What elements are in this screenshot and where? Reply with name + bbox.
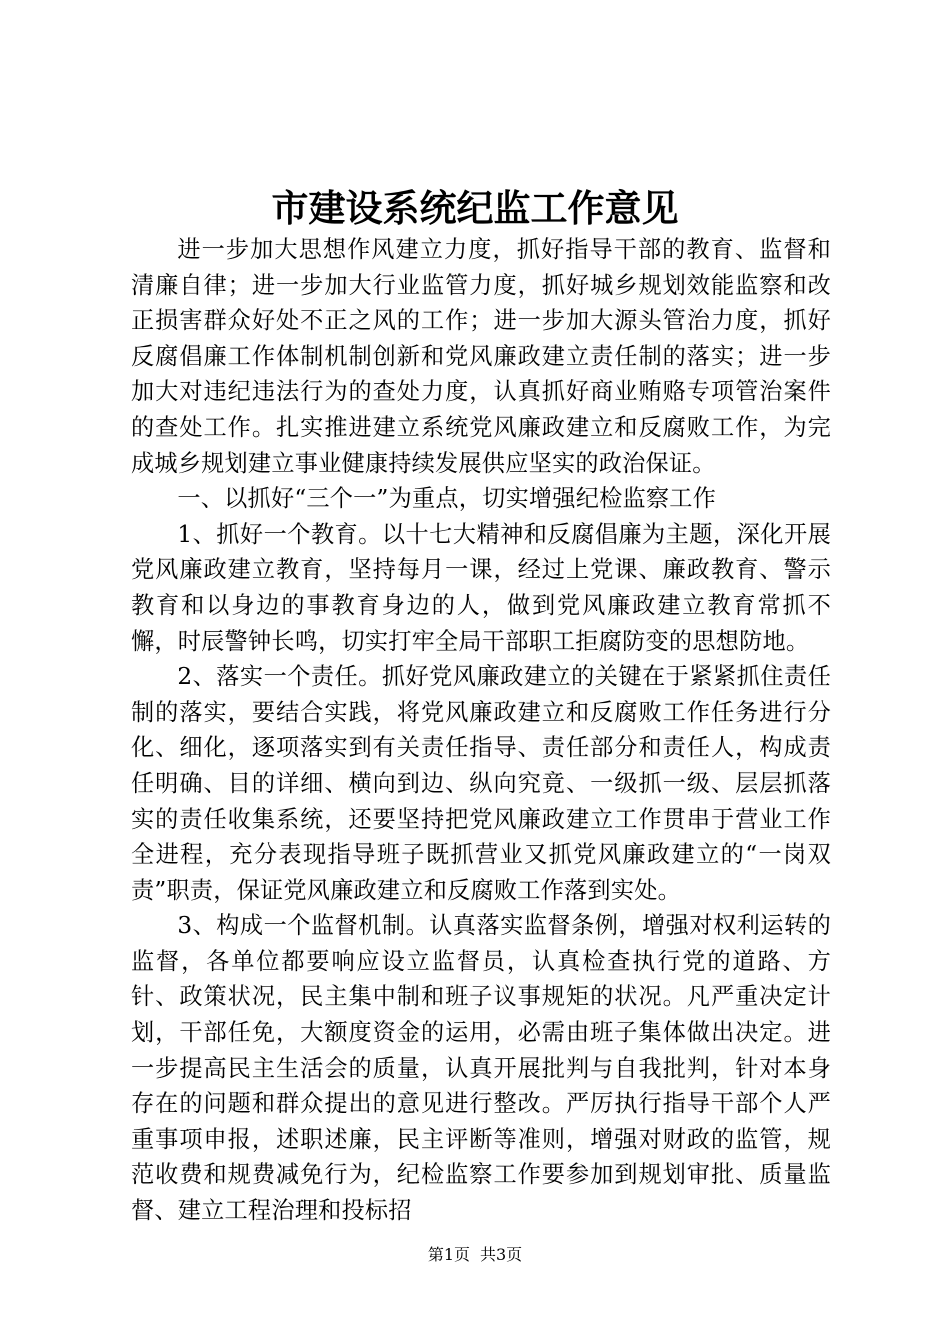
- document-body: [131, 232, 831, 1229]
- page-number: 第1页: [427, 1245, 470, 1264]
- page-footer: [0, 1244, 950, 1266]
- section-heading-1: 一、以抓好“三个一”为重点，切实增强纪检监察工作: [177, 485, 717, 513]
- page-total: 共3页: [480, 1245, 523, 1264]
- document-title: 市建设系统纪监工作意见: [271, 186, 679, 230]
- paragraph-item-1: 1、抓好一个教育。以十七大精神和反腐倡廉为主题，深化开展党风廉政建立教育，坚持每月一课，经过上党课、廉政教育、警示教育和以身边的事教育身边的人，做到党风廉政建立教育常抓不懈，时辰警钟长鸣，切实打牢全局干部职工拒腐防变的思想防地。: [131, 520, 831, 655]
- paragraph-intro: 进一步加大思想作风建立力度，抓好指导干部的教育、监督和清廉自律；进一步加大行业监管力度，抓好城乡规划效能监察和改正损害群众好处不正之风的工作；进一步加大源头管治力度，抓好反腐倡廉工作体制机制创新和党风廉政建立责任制的落实；进一步加大对违纪违法行为的查处力度，认真抓好商业贿赂专项管治案件的查处工作。扎实推进建立系统党风廉政建立和反腐败工作，为完成城乡规划建立事业健康持续发展供应坚实的政治保证。: [131, 236, 831, 477]
- paragraph-item-2: 2、落实一个责任。抓好党风廉政建立的关键在于紧紧抓住责任制的落实，要结合实践，将党风廉政建立和反腐败工作任务进行分化、细化，逐项落实到有关责任指导、责任部分和责任人，构成责任明确、目的详细、横向到边、纵向究竟、一级抓一级、层层抓落实的责任收集系统，还要坚持把党风廉政建立工作贯串于营业工作全进程，充分表现指导班子既抓营业又抓党风廉政建立的“一岗双责”职责，保证党风廉政建立和反腐败工作落到实处。: [131, 663, 831, 904]
- paragraph-item-3: 3、构成一个监督机制。认真落实监督条例，增强对权利运转的监督，各单位都要响应设立监督员，认真检查执行党的道路、方针、政策状况，民主集中制和班子议事规矩的状况。凡严重决定计划，干部任免，大额度资金的运用，必需由班子集体做出决定。进一步提高民主生活会的质量，认真开展批判与自我批判，针对本身存在的问题和群众提出的意见进行整改。严厉执行指导干部个人严重事项申报，述职述廉，民主评断等准则，增强对财政的监管，规范收费和规费减免行为，纪检监察工作要参加到规划审批、质量监督、建立工程治理和投标招: [131, 912, 831, 1225]
